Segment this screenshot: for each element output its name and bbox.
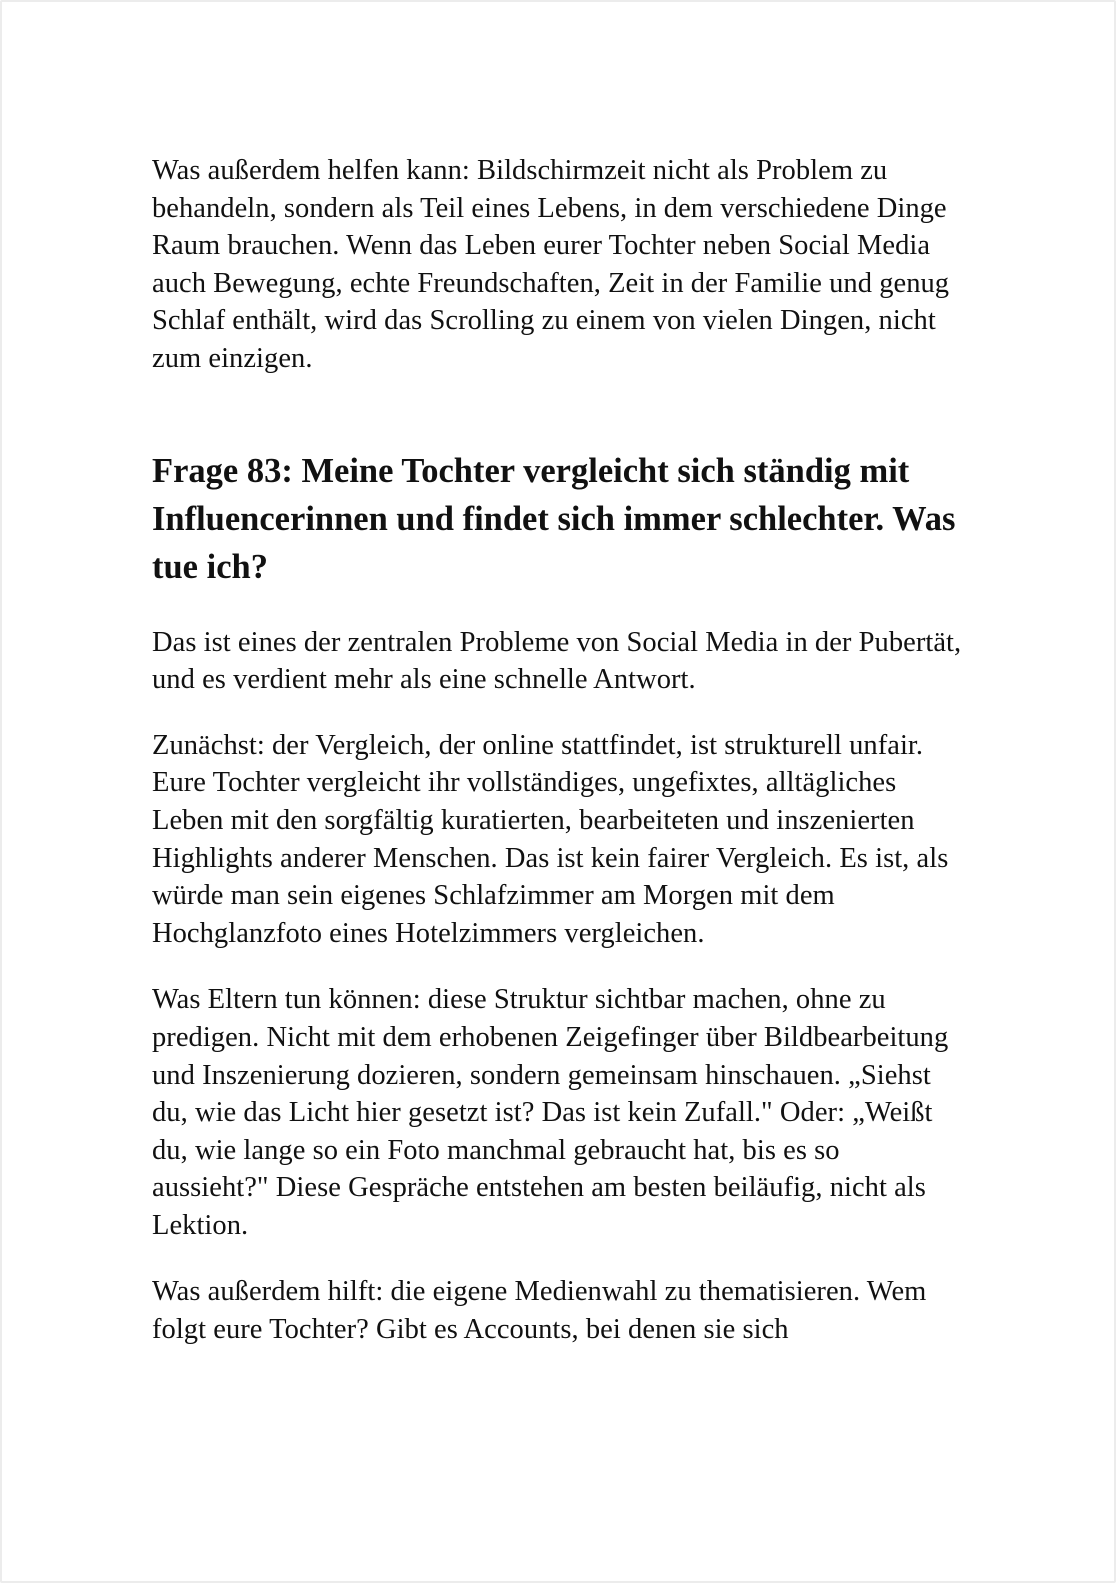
body-paragraph: Zunächst: der Vergleich, der online stattfindet, ist strukturell unfair. Eure Tochter vergleicht ihr vollständiges, ungefixtes, alltägliches Leben mit den sorgfältig kuratierten, bearbeiteten und inszenierten Highlights anderer Menschen. Das ist kein fairer Vergleich. Es ist, als würde man sein eigenes Schlafzimmer am Morgen mit dem Hochglanzfoto eines Hotelzimmers vergleichen. <box>152 729 949 949</box>
body-paragraph: Was Eltern tun können: diese Struktur sichtbar machen, ohne zu predigen. Nicht mit dem erhobenen Zeigefinger über Bildbearbeitung und Inszenierung dozieren, sondern gemeinsam hinschauen. „Siehst du, wie das Licht hier gesetzt ist? Das ist kein Zufall." Oder: „Weißt du, wie lange so ein Foto manchmal gebraucht hat, bis es so aussieht?" Diese Gespräche entstehen am besten beiläufig, nicht als Lektion. <box>152 984 949 1241</box>
body-paragraph: Das ist eines der zentralen Probleme von Social Media in der Pubertät, und es verdient mehr als eine schnelle Antwort. <box>152 626 962 696</box>
page-content <box>152 152 962 1349</box>
body-paragraph: Was außerdem hilft: die eigene Medienwahl zu thematisieren. Wem folgt eure Tochter? Gibt es Accounts, bei denen sie sich <box>152 1276 927 1346</box>
intro-paragraph: Was außerdem helfen kann: Bildschirmzeit nicht als Problem zu behandeln, sondern als Teil eines Lebens, in dem verschiedene Dinge Raum brauchen. Wenn das Leben eurer Tochter neben Social Media auch Bewegung, echte Freundschaften, Zeit in der Familie und genug Schlaf enthält, wird das Scrolling zu einem von vielen Dingen, nicht zum einzigen. <box>152 155 950 374</box>
section-heading: Frage 83: Meine Tochter vergleicht sich ständig mit Influencerinnen und findet sich immer schlechter. Was tue ich? <box>152 451 956 586</box>
